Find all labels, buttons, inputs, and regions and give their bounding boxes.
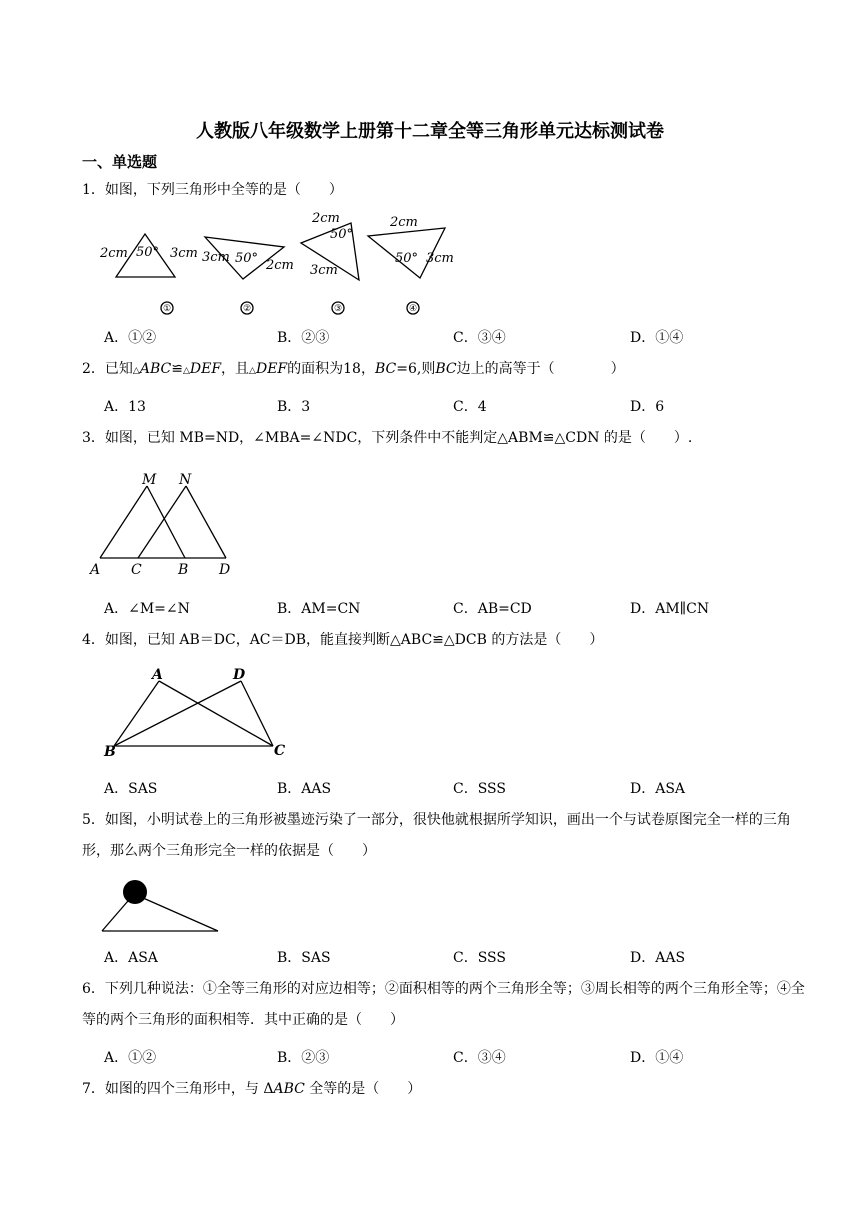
option-b[interactable]: B．AAS: [277, 781, 332, 797]
tri2-angle-label: 50°: [235, 251, 259, 266]
caption-3: ③: [333, 304, 343, 314]
stem-text: 边上的高等于（ ）: [456, 361, 625, 377]
caption-2: ②: [242, 304, 252, 314]
question-6: [82, 974, 807, 1036]
option-b[interactable]: B．SAS: [277, 950, 331, 966]
tri1-angle-label: 50°: [136, 245, 160, 260]
option-c[interactable]: C．SSS: [453, 950, 506, 966]
stem-text: 的面积为18，: [287, 361, 375, 377]
question-2: [82, 354, 807, 387]
tri4-side-label: 3cm: [426, 251, 454, 266]
ink-blot: [123, 880, 147, 904]
stem-text: =6,则: [396, 361, 436, 377]
point-label-d: D: [233, 667, 246, 683]
tri3-angle-label: 50°: [330, 227, 354, 242]
question-5: [82, 805, 807, 867]
tri2-side-label: 3cm: [202, 250, 230, 265]
math-bc: BC: [435, 361, 457, 377]
triangle-symbol: △: [132, 366, 140, 376]
congruent-symbol: ≌: [171, 361, 183, 377]
question-2-options: [104, 396, 804, 418]
question-1-stem: 1．如图，下列三角形中全等的是（ ）: [82, 182, 343, 198]
question-1: [82, 175, 807, 206]
question-4: [82, 625, 807, 656]
stem-text: ，且: [221, 361, 250, 377]
option-d[interactable]: D．AAS: [630, 950, 686, 966]
stem-text: 全等的是（ ）: [304, 1081, 422, 1097]
option-a[interactable]: A．ASA: [104, 950, 158, 966]
option-a[interactable]: A．13: [104, 399, 146, 415]
option-d[interactable]: D．AM∥CN: [630, 601, 710, 617]
triangle-symbol: △: [182, 366, 190, 376]
option-c[interactable]: C．③④: [453, 330, 506, 346]
point-label-b: B: [178, 562, 189, 578]
question-1-figure: [96, 205, 466, 320]
point-label-m: M: [142, 472, 157, 488]
point-label-c: C: [131, 562, 142, 578]
option-c[interactable]: C．SSS: [453, 781, 506, 797]
stem-text: 2．已知: [82, 361, 133, 377]
option-b[interactable]: B．AM=CN: [277, 601, 361, 617]
question-4-stem: 4．如图，已知 AB＝DC，AC＝DB，能直接判断△ABC≌△DCB 的方法是（ ）: [82, 632, 604, 648]
option-d[interactable]: D．ASA: [630, 781, 686, 797]
page-title: 人教版八年级数学上册第十二章全等三角形单元达标测试卷: [196, 121, 664, 142]
option-a[interactable]: A．①②: [104, 1050, 157, 1066]
option-a[interactable]: A．SAS: [104, 781, 158, 797]
math-def: DEF: [189, 361, 222, 377]
tri3-side-label: 2cm: [312, 211, 340, 226]
question-4-options: [104, 778, 804, 800]
question-3-figure: [86, 468, 246, 580]
question-4-figure: [100, 663, 295, 763]
question-6-stem: 6．下列几种说法：①全等三角形的对应边相等；②面积相等的两个三角形全等；③周长相等的两个三角形全等；④全等的两个三角形的面积相等．其中正确的是（ ）: [82, 981, 805, 1028]
point-label-d: D: [219, 562, 231, 578]
point-label-a: A: [152, 667, 163, 683]
math-bc: BC: [374, 361, 397, 377]
option-c[interactable]: C．③④: [453, 1050, 506, 1066]
math-def: DEF: [255, 361, 288, 377]
option-b[interactable]: B．3: [277, 399, 311, 415]
option-a[interactable]: A．∠M=∠N: [104, 601, 190, 617]
section-heading: 一、单选题: [82, 153, 158, 171]
caption-4: ④: [408, 304, 418, 314]
option-a[interactable]: A．①②: [104, 330, 157, 346]
option-c[interactable]: C．4: [453, 399, 487, 415]
tri2-side-label: 2cm: [266, 258, 294, 273]
point-label-b: B: [104, 744, 116, 760]
option-b[interactable]: B．②③: [277, 330, 330, 346]
option-b[interactable]: B．②③: [277, 1050, 330, 1066]
tri4-side-label: 2cm: [390, 215, 418, 230]
option-d[interactable]: D．①④: [630, 330, 684, 346]
option-c[interactable]: C．AB=CD: [453, 601, 532, 617]
caption-1: ①: [162, 304, 172, 314]
tri3-side-label: 3cm: [310, 263, 338, 278]
triangle-symbol: △: [249, 366, 256, 376]
question-5-figure: [96, 872, 226, 938]
question-3-stem: 3．如图，已知 MB=ND，∠MBA=∠NDC，下列条件中不能判定△ABM≌△CDN 的是（ ）.: [82, 430, 693, 446]
math-abc: ABC: [273, 1081, 305, 1097]
question-6-options: [104, 1047, 804, 1069]
question-5-stem: 5．如图，小明试卷上的三角形被墨迹污染了一部分，很快他就根据所学知识，画出一个与试卷原图完全一样的三角形，那么两个三角形完全一样的依据是（ ）: [82, 812, 791, 859]
question-5-options: [104, 947, 804, 969]
point-label-c: C: [274, 743, 286, 759]
tri1-side-label: 2cm: [100, 246, 128, 261]
delta-symbol: Δ: [263, 1081, 274, 1097]
tri1-side-label: 3cm: [170, 246, 198, 261]
question-3-options: [104, 598, 804, 620]
question-1-options: [104, 327, 804, 349]
option-d[interactable]: D．①④: [630, 1050, 684, 1066]
point-label-a: A: [90, 562, 101, 578]
question-3: [82, 423, 807, 454]
stem-text: 7．如图的四个三角形中，与: [82, 1081, 264, 1097]
math-abc: ABC: [139, 361, 172, 377]
question-7: [82, 1074, 807, 1105]
option-d[interactable]: D．6: [630, 399, 665, 415]
tri4-angle-label: 50°: [395, 251, 419, 266]
point-label-n: N: [179, 472, 192, 488]
